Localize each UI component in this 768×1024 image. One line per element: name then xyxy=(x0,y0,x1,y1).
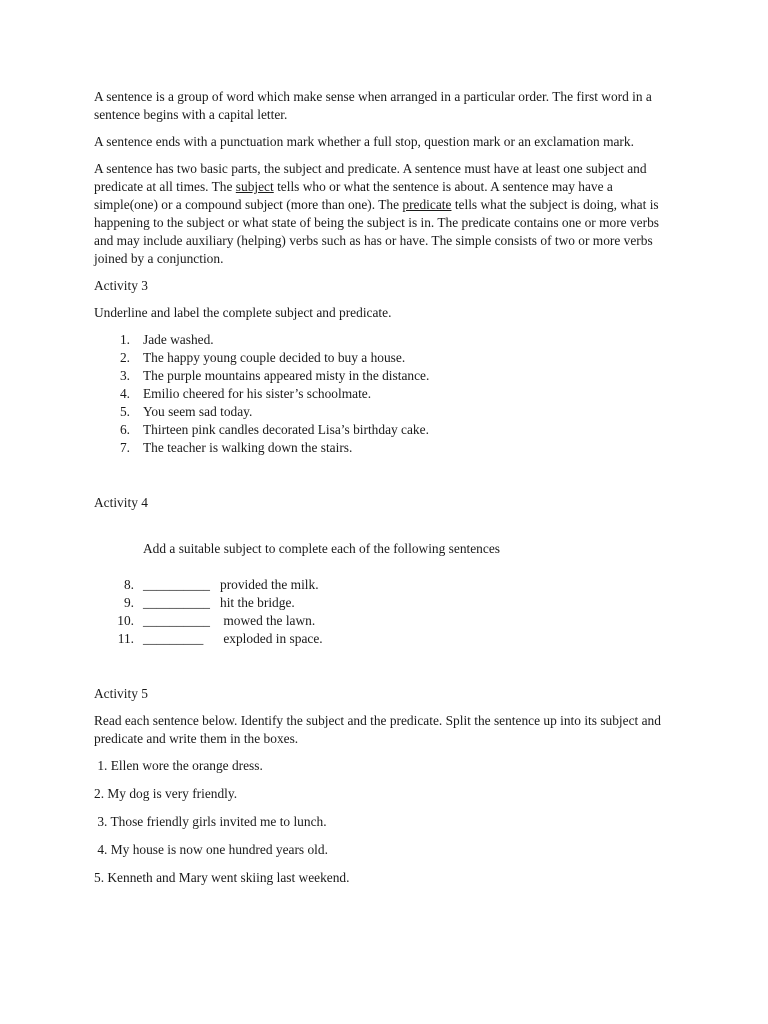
activity-3-instruction: Underline and label the complete subject and predicate. xyxy=(94,305,392,320)
document-page xyxy=(94,88,674,897)
term-predicate: predicate xyxy=(402,197,452,212)
list-item: 11. _________ exploded in space. xyxy=(117,631,323,646)
list-item: 5. Kenneth and Mary went skiing last weekend. xyxy=(94,870,350,885)
list-item: 3. The purple mountains appeared misty in the distance. xyxy=(119,368,430,383)
activity-3-list xyxy=(94,331,674,457)
list-item: 2. My dog is very friendly. xyxy=(94,786,238,801)
list-item: 9. __________ hit the bridge. xyxy=(123,595,295,610)
list-item: 2. The happy young couple decided to buy a house. xyxy=(119,350,406,365)
intro-p3-part-b: tells who or what the sentence is about. A sentence may have a simple(one) or a compound subject (more than one). The xyxy=(94,179,613,212)
term-subject: subject xyxy=(235,179,274,194)
spacer xyxy=(94,457,674,494)
list-item: 1. Jade washed. xyxy=(119,332,214,347)
list-item: 10. __________ mowed the lawn. xyxy=(117,613,316,628)
activity-5-instruction: Read each sentence below. Identify the subject and the predicate. Split the sentence up into its subject and predicate and write them in the boxes. xyxy=(94,713,661,746)
intro-paragraph-1: A sentence is a group of word which make sense when arranged in a particular order. The first word in a sentence begins with a capital letter. xyxy=(94,89,652,122)
list-item: 4. My house is now one hundred years old. xyxy=(94,842,328,857)
list-item: 6. Thirteen pink candles decorated Lisa’s birthday cake. xyxy=(119,422,429,437)
intro-p3-part-c: tells what the subject is doing, what is happening to the subject or what state of being the subject is in. The predicate contains one or more verbs and may include auxiliary (helping) verbs such as has or have. The simple consists of two or more verbs joined by a conjunction. xyxy=(94,197,659,266)
list-item: 5. You seem sad today. xyxy=(119,404,253,419)
list-item: 8. __________ provided the milk. xyxy=(123,577,319,592)
list-item: 1. Ellen wore the orange dress. xyxy=(94,758,263,773)
activity-3-title: Activity 3 xyxy=(94,278,148,293)
activity-5-title: Activity 5 xyxy=(94,686,148,701)
activity-5-list xyxy=(94,757,674,887)
list-item: 4. Emilio cheered for his sister’s schoolmate. xyxy=(119,386,372,401)
activity-4-title: Activity 4 xyxy=(94,495,148,510)
intro-paragraph-3 xyxy=(94,160,674,268)
activity-4-list xyxy=(94,576,674,648)
list-item: 7. The teacher is walking down the stairs. xyxy=(119,440,353,455)
list-item: 3. Those friendly girls invited me to lunch. xyxy=(94,814,327,829)
activity-4-instruction: Add a suitable subject to complete each of the following sentences xyxy=(143,541,500,556)
intro-paragraph-2: A sentence ends with a punctuation mark whether a full stop, question mark or an exclamation mark. xyxy=(94,134,634,149)
intro-p3-part-a: A sentence has two basic parts, the subject and predicate. A sentence must have at least one subject and predicate at all times. The xyxy=(94,161,647,194)
spacer xyxy=(94,648,674,685)
